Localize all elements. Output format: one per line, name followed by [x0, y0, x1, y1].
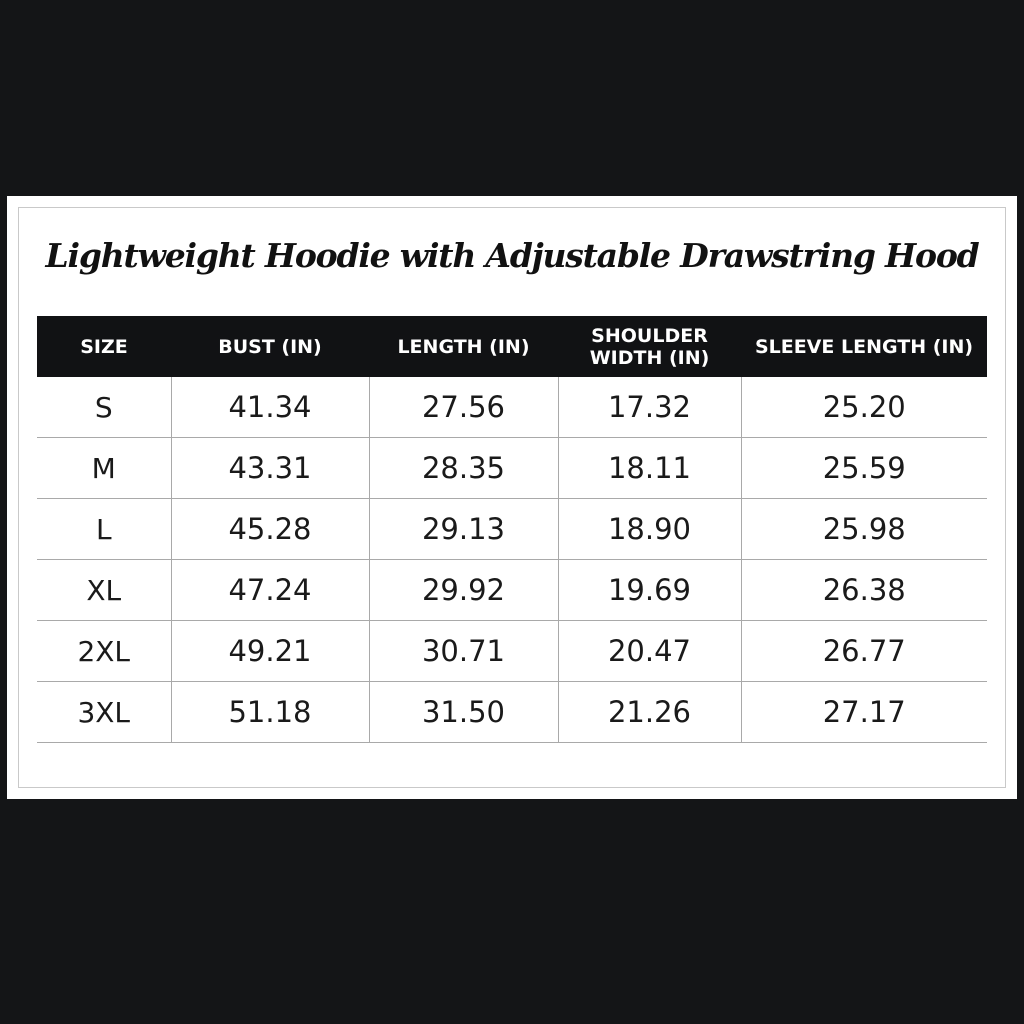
- shoulder-width-cell: 20.47: [558, 621, 741, 682]
- bust-cell: 51.18: [171, 682, 369, 743]
- length-cell: 29.13: [369, 499, 558, 560]
- sleeve-length-cell: 26.38: [741, 560, 987, 621]
- shoulder-width-cell: 18.90: [558, 499, 741, 560]
- header-shoulder-width: SHOULDER WIDTH (IN): [558, 316, 741, 377]
- header-length: LENGTH (IN): [369, 316, 558, 377]
- sleeve-length-cell: 25.98: [741, 499, 987, 560]
- bust-cell: 41.34: [171, 377, 369, 438]
- length-cell: 27.56: [369, 377, 558, 438]
- header-sleeve-length: SLEEVE LENGTH (IN): [741, 316, 987, 377]
- size-table: [37, 316, 987, 743]
- table-row: [37, 621, 987, 682]
- sleeve-length-cell: 25.20: [741, 377, 987, 438]
- table-row: [37, 377, 987, 438]
- size-cell: XL: [37, 560, 171, 621]
- length-cell: 29.92: [369, 560, 558, 621]
- sleeve-length-cell: 25.59: [741, 438, 987, 499]
- shoulder-width-cell: 17.32: [558, 377, 741, 438]
- table-row: [37, 682, 987, 743]
- size-chart-card: [7, 196, 1017, 799]
- bust-cell: 49.21: [171, 621, 369, 682]
- table-row: [37, 560, 987, 621]
- length-cell: 30.71: [369, 621, 558, 682]
- sleeve-length-cell: 27.17: [741, 682, 987, 743]
- sleeve-length-cell: 26.77: [741, 621, 987, 682]
- shoulder-width-cell: 19.69: [558, 560, 741, 621]
- bust-cell: 45.28: [171, 499, 369, 560]
- shoulder-width-cell: 18.11: [558, 438, 741, 499]
- length-cell: 31.50: [369, 682, 558, 743]
- bust-cell: 47.24: [171, 560, 369, 621]
- shoulder-width-cell: 21.26: [558, 682, 741, 743]
- table-row: [37, 438, 987, 499]
- length-cell: 28.35: [369, 438, 558, 499]
- header-bust: BUST (IN): [171, 316, 369, 377]
- header-size: SIZE: [37, 316, 171, 377]
- bust-cell: 43.31: [171, 438, 369, 499]
- chart-title: Lightweight Hoodie with Adjustable Drawstring Hood: [45, 236, 979, 275]
- size-cell: S: [37, 377, 171, 438]
- header-row: [37, 316, 987, 377]
- table-row: [37, 499, 987, 560]
- size-cell: M: [37, 438, 171, 499]
- size-cell: 2XL: [37, 621, 171, 682]
- size-cell: 3XL: [37, 682, 171, 743]
- size-cell: L: [37, 499, 171, 560]
